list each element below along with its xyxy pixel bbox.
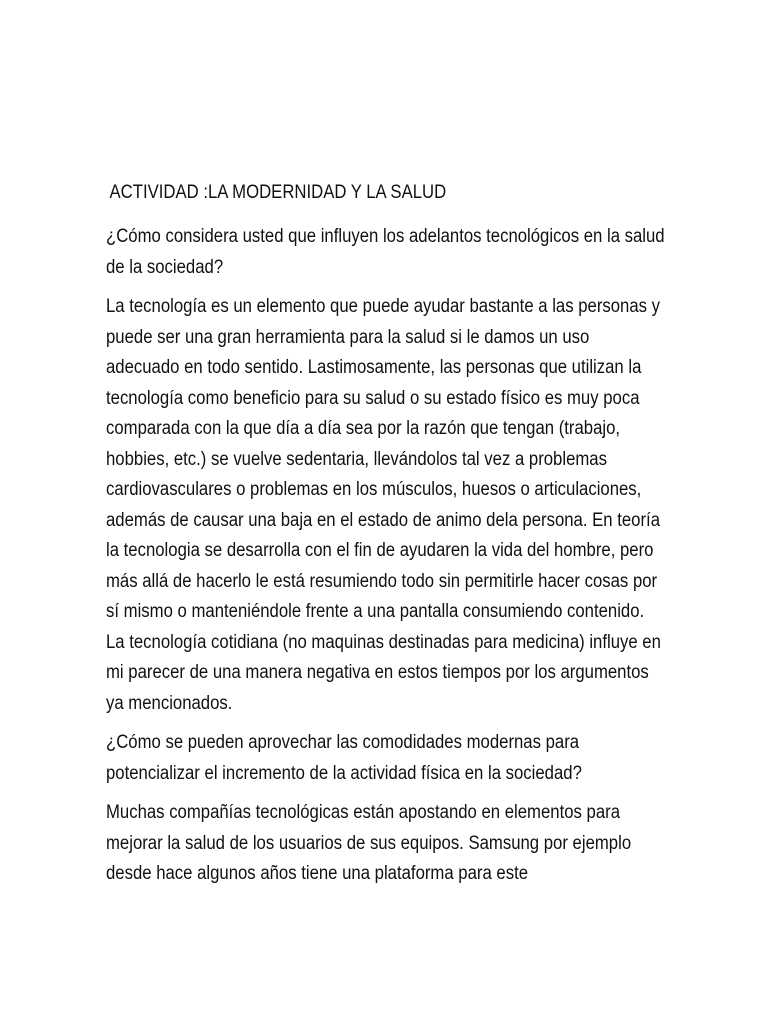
question-2: ¿Cómo se pueden aprovechar las comodidades modernas para potencializar el incremento de la actividad física en la sociedad? <box>106 732 582 784</box>
document-title: ACTIVIDAD :LA MODERNIDAD Y LA SALUD <box>109 182 447 203</box>
question-1: ¿Cómo considera usted que influyen los adelantos tecnológicos en la salud de la sociedad? <box>106 226 665 278</box>
answer-1: La tecnología es un elemento que puede ayudar bastante a las personas y puede ser una gran herramienta para la salud si le damos un uso adecuado en todo sentido. Lastimosamente, las personas que utilizan la tecnología como beneficio para su salud o su estado físico es muy poca comparada con la que día a día sea por la razón que tengan (trabajo, hobbies, etc.) se vuelve sedentaria, llevándolos tal vez a problemas cardiovasculares o problemas en los músculos, huesos o articulaciones, además de causar una baja en el estado de animo dela persona. En teoría la tecnologia se desarrolla con el fin de ayudaren la vida del hombre, pero más allá de hacerlo le está resumiendo todo sin permitirle hacer cosas por sí mismo o manteniéndole frente a una pantalla consumiendo contenido. La tecnología cotidiana (no maquinas destinadas para medicina) influye en mi parecer de una manera negativa en estos tiempos por los argumentos ya mencionados. <box>106 296 661 714</box>
document-body <box>106 178 666 899</box>
answer-2: Muchas compañías tecnológicas están apostando en elementos para mejorar la salud de los usuarios de sus equipos. Samsung por ejemplo desde hace algunos años tiene una plataforma para este <box>106 802 632 884</box>
